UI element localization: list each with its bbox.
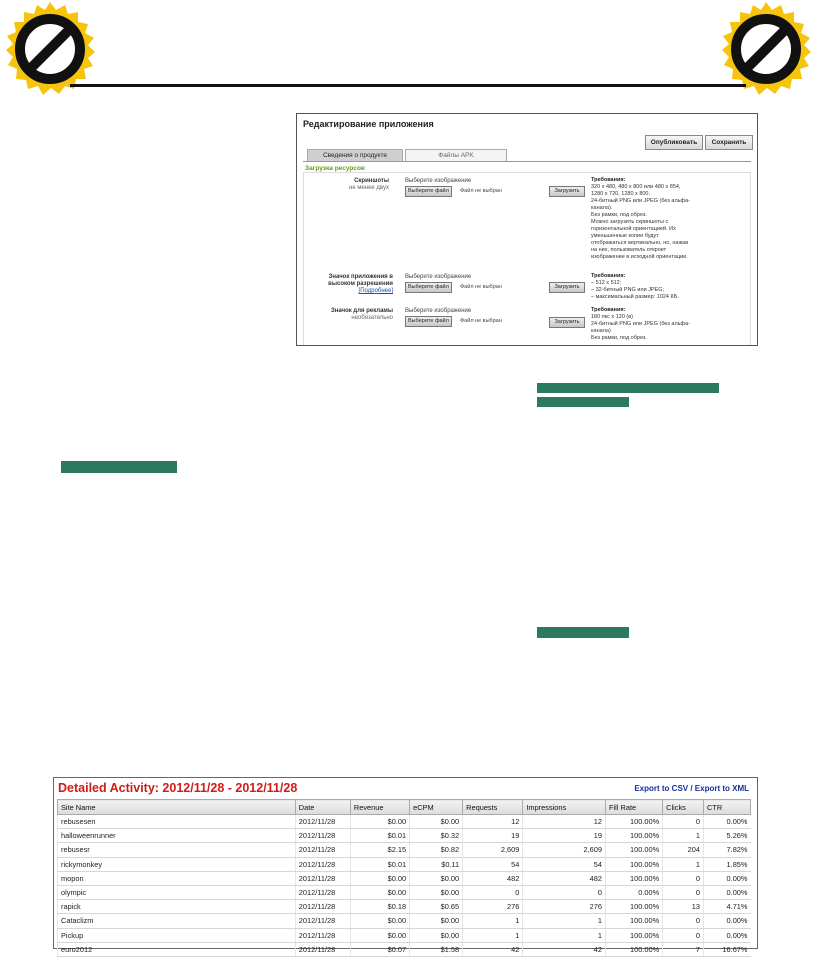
- table-row: [58, 928, 751, 942]
- table-cell: 0.00%: [703, 815, 750, 829]
- row-label-screenshots: Скриншоты не менее двух: [349, 178, 389, 191]
- requirements-text: Требования: – 512 x 512; – 32-битный PNG или JPEG; – максимальный размер: 1024 КБ.: [591, 273, 679, 300]
- table-cell: 0.00%: [703, 885, 750, 899]
- table-cell: $0.01: [350, 857, 409, 871]
- choose-image-label: Выберите изображение: [405, 274, 472, 280]
- table-cell: 1.85%: [703, 857, 750, 871]
- export-csv-link[interactable]: Export to CSV: [634, 784, 689, 793]
- requirements-text: Требования: 180 пкс x 120 (в) 24-битный PNG или JPEG (без альфа- канала) Без рамки, под обрез.: [591, 307, 690, 341]
- no-file-text: Файл не выбран: [460, 188, 502, 194]
- table-cell: 1: [663, 857, 704, 871]
- table-cell: 0.00%: [606, 885, 663, 899]
- highlight-bar: [537, 383, 719, 393]
- table-cell: 2012/11/28: [295, 900, 350, 914]
- table-row: [58, 857, 751, 871]
- table-cell: 0.00%: [703, 914, 750, 928]
- choose-image-label: Выберите изображение: [405, 308, 472, 314]
- highlight-bar: [537, 397, 629, 407]
- upload-button[interactable]: Загрузить: [549, 186, 585, 197]
- table-cell: 0: [663, 928, 704, 942]
- table-cell: $0.07: [350, 942, 409, 956]
- table-row: [58, 815, 751, 829]
- table-cell: $0.01: [350, 829, 409, 843]
- column-header[interactable]: Revenue: [350, 800, 409, 815]
- table-cell: $0.11: [410, 857, 463, 871]
- upload-button[interactable]: Загрузить: [549, 282, 585, 293]
- table-cell: rebusesr: [58, 843, 296, 857]
- table-row: [58, 871, 751, 885]
- table-cell: euro2012: [58, 942, 296, 956]
- table-cell: 1: [663, 829, 704, 843]
- table-cell: 482: [523, 871, 606, 885]
- table-cell: $0.32: [410, 829, 463, 843]
- table-row: [58, 942, 751, 956]
- publish-button[interactable]: Опубликовать: [645, 135, 703, 150]
- export-links: [634, 784, 749, 793]
- table-cell: 2,609: [523, 843, 606, 857]
- table-cell: 100.00%: [606, 857, 663, 871]
- table-cell: rapick: [58, 900, 296, 914]
- column-header[interactable]: CTR: [703, 800, 750, 815]
- table-cell: $0.82: [410, 843, 463, 857]
- table-cell: 42: [523, 942, 606, 956]
- table-cell: 54: [523, 857, 606, 871]
- table-cell: mopon: [58, 871, 296, 885]
- table-cell: $0.18: [350, 900, 409, 914]
- table-cell: 54: [463, 857, 523, 871]
- choose-file-button[interactable]: Выберите файл: [405, 282, 452, 293]
- table-cell: 100.00%: [606, 843, 663, 857]
- column-header[interactable]: Requests: [463, 800, 523, 815]
- table-cell: 100.00%: [606, 928, 663, 942]
- table-cell: $1.58: [410, 942, 463, 956]
- page-title: Редактирование приложения: [303, 119, 434, 129]
- row-label-app-icon: Значок приложения в высоком разрешении [Подробнее]: [313, 274, 393, 295]
- tab-product-details[interactable]: Сведения о продукте: [307, 149, 403, 162]
- table-row: [58, 885, 751, 899]
- table-cell: 0: [663, 815, 704, 829]
- details-link[interactable]: [Подробнее]: [358, 288, 393, 294]
- export-xml-link[interactable]: Export to XML: [694, 784, 749, 793]
- table-cell: 12: [463, 815, 523, 829]
- table-cell: 0: [663, 914, 704, 928]
- table-cell: 4.71%: [703, 900, 750, 914]
- table-cell: 2012/11/28: [295, 815, 350, 829]
- table-cell: 16.67%: [703, 942, 750, 956]
- table-cell: $0.00: [350, 871, 409, 885]
- table-cell: rebusesen: [58, 815, 296, 829]
- choose-image-label: Выберите изображение: [405, 178, 472, 184]
- table-cell: 0: [523, 885, 606, 899]
- export-separator: /: [688, 784, 695, 793]
- table-cell: 2012/11/28: [295, 885, 350, 899]
- table-cell: 2012/11/28: [295, 928, 350, 942]
- table-cell: Pickup: [58, 928, 296, 942]
- app-edit-screenshot: [296, 113, 758, 346]
- table-cell: 19: [463, 829, 523, 843]
- table-cell: 204: [663, 843, 704, 857]
- tab-apk-files[interactable]: Файлы APK: [405, 149, 507, 162]
- column-header[interactable]: Impressions: [523, 800, 606, 815]
- choose-file-button[interactable]: Выберите файл: [405, 316, 452, 327]
- no-file-text: Файл не выбран: [460, 284, 502, 290]
- table-header-row: [58, 800, 751, 815]
- table-cell: $0.00: [410, 871, 463, 885]
- table-cell: $0.00: [410, 928, 463, 942]
- column-header[interactable]: Date: [295, 800, 350, 815]
- table-cell: 2012/11/28: [295, 942, 350, 956]
- table-row: [58, 914, 751, 928]
- table-cell: 100.00%: [606, 871, 663, 885]
- table-cell: 100.00%: [606, 815, 663, 829]
- table-cell: olympic: [58, 885, 296, 899]
- table-cell: $0.00: [350, 914, 409, 928]
- table-cell: 1: [463, 928, 523, 942]
- column-header[interactable]: Clicks: [663, 800, 704, 815]
- table-cell: 1: [523, 928, 606, 942]
- table-cell: 482: [463, 871, 523, 885]
- table-cell: Cataclizm: [58, 914, 296, 928]
- table-cell: $0.00: [410, 885, 463, 899]
- table-cell: halloweenrunner: [58, 829, 296, 843]
- column-header[interactable]: eCPM: [410, 800, 463, 815]
- save-button[interactable]: Сохранить: [705, 135, 753, 150]
- table-row: [58, 900, 751, 914]
- table-cell: 0: [663, 871, 704, 885]
- table-cell: $0.00: [350, 815, 409, 829]
- table-cell: $0.00: [350, 928, 409, 942]
- table-cell: 0.00%: [703, 928, 750, 942]
- table-cell: 1: [463, 914, 523, 928]
- no-file-text: Файл не выбран: [460, 318, 502, 324]
- table-cell: $2.15: [350, 843, 409, 857]
- table-cell: 100.00%: [606, 914, 663, 928]
- table-cell: 2012/11/28: [295, 843, 350, 857]
- tab-divider: [303, 161, 751, 162]
- table-cell: 0.00%: [703, 871, 750, 885]
- table-cell: 5.26%: [703, 829, 750, 843]
- activity-table: [57, 799, 751, 957]
- activity-report-screenshot: [53, 777, 758, 954]
- table-cell: 2012/11/28: [295, 857, 350, 871]
- table-cell: 2,609: [463, 843, 523, 857]
- table-cell: 7.82%: [703, 843, 750, 857]
- table-cell: 1: [523, 914, 606, 928]
- requirements-text: Требования: 320 x 480, 480 x 800 или 480 x 854, 1280 x 720, 1280 x 800. 24-битный PNG или JPEG (без альфа- канала). Без рамки, под обрез. Можно загрузить скриншоты с горизонтальной ориентацией. Их уменьшенные копии будут отображаться вертикально, но, нажав на них, пользователь откроет изображение в исходной ориентации.: [591, 177, 690, 260]
- highlight-bar: [61, 461, 177, 473]
- table-cell: rickymonkey: [58, 857, 296, 871]
- column-header[interactable]: Site Name: [58, 800, 296, 815]
- table-cell: 2012/11/28: [295, 829, 350, 843]
- table-cell: 100.00%: [606, 900, 663, 914]
- table-cell: 42: [463, 942, 523, 956]
- choose-file-button[interactable]: Выберите файл: [405, 186, 452, 197]
- highlight-bar: [537, 627, 629, 638]
- section-title: Загрузка ресурсов: [305, 165, 365, 172]
- table-cell: $0.00: [410, 914, 463, 928]
- table-cell: $0.00: [350, 885, 409, 899]
- report-title: Detailed Activity: 2012/11/28 - 2012/11/28: [58, 781, 298, 795]
- table-cell: 100.00%: [606, 942, 663, 956]
- table-cell: 12: [523, 815, 606, 829]
- table-cell: 7: [663, 942, 704, 956]
- table-cell: 13: [663, 900, 704, 914]
- table-row: [58, 829, 751, 843]
- table-cell: 0: [663, 885, 704, 899]
- header-rule: [70, 84, 746, 87]
- table-cell: 2012/11/28: [295, 914, 350, 928]
- column-header[interactable]: Fill Rate: [606, 800, 663, 815]
- table-cell: 19: [523, 829, 606, 843]
- table-cell: 276: [523, 900, 606, 914]
- table-cell: 0: [463, 885, 523, 899]
- table-row: [58, 843, 751, 857]
- table-cell: $0.00: [410, 815, 463, 829]
- upload-button[interactable]: Загрузить: [549, 317, 585, 328]
- row-label-promo-icon: Значок для рекламы необязательно: [331, 308, 393, 321]
- table-cell: $0.65: [410, 900, 463, 914]
- table-cell: 100.00%: [606, 829, 663, 843]
- table-cell: 276: [463, 900, 523, 914]
- table-cell: 2012/11/28: [295, 871, 350, 885]
